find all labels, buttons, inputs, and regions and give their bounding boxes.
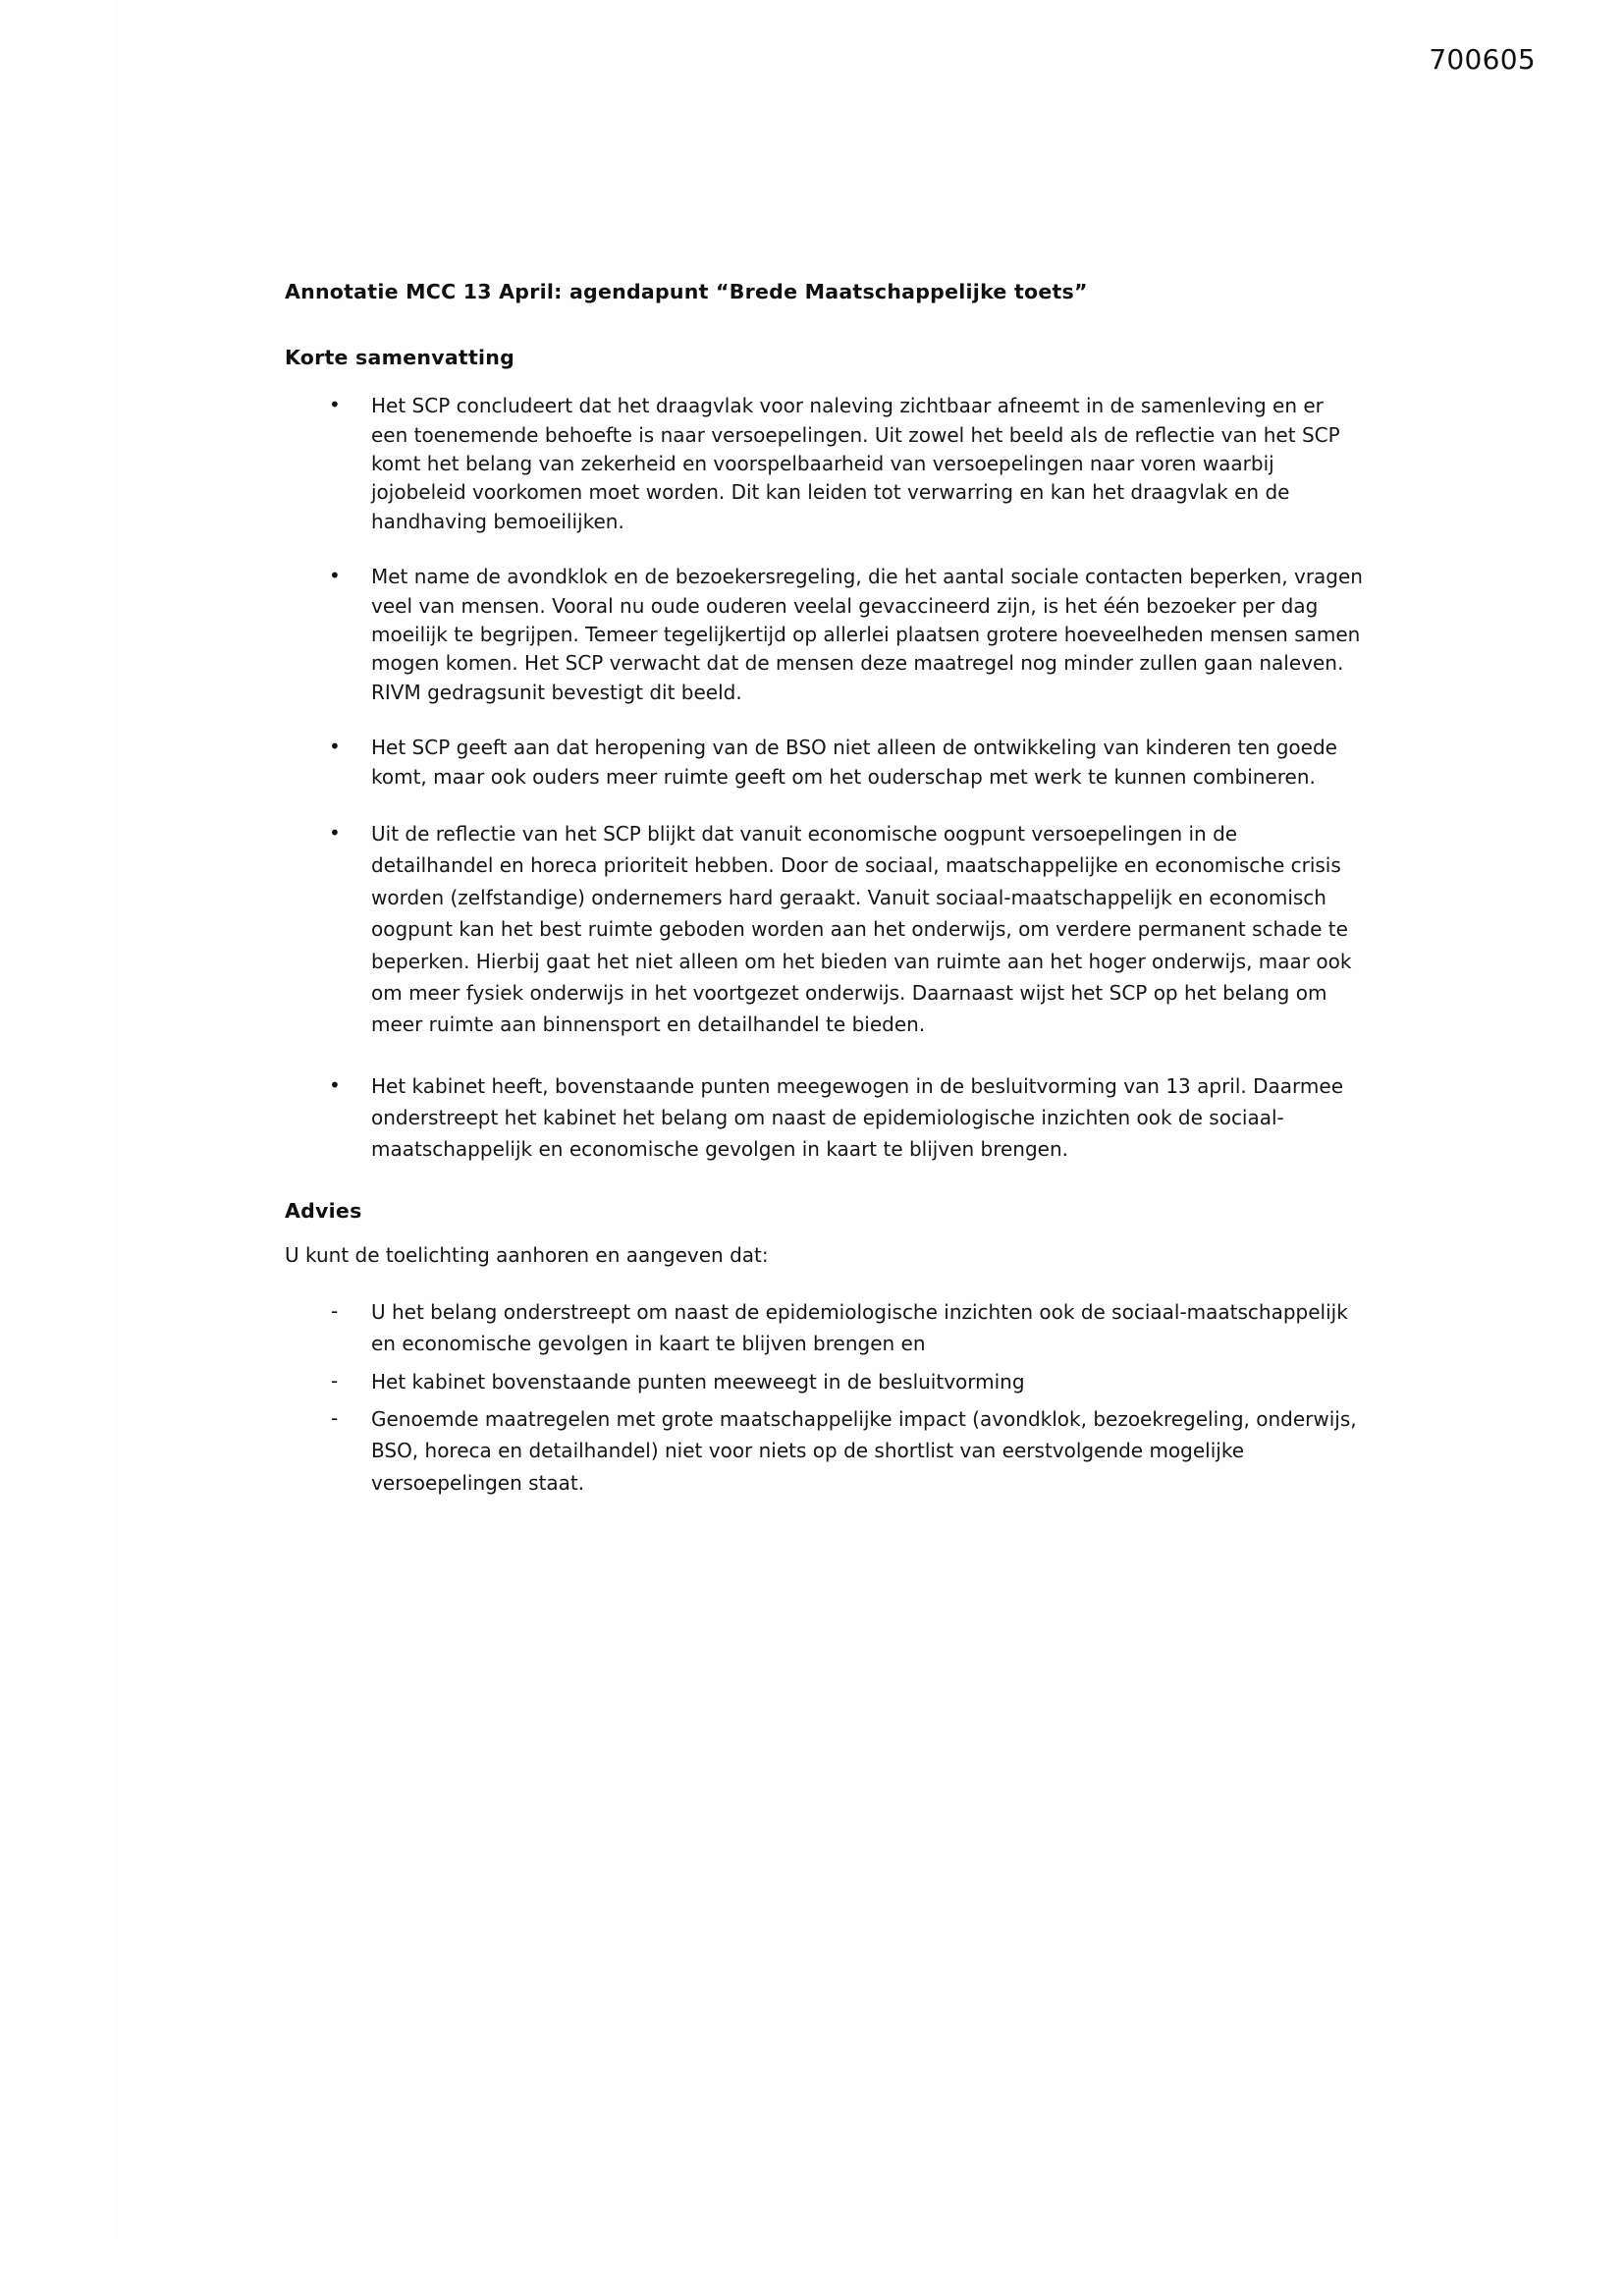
- list-item: - Het kabinet bovenstaande punten meeweegt in de besluitvorming: [285, 1366, 1365, 1397]
- document-number: 700605: [1429, 43, 1536, 76]
- document-content: [285, 280, 1365, 1499]
- list-item: • Het SCP geeft aan dat heropening van de BSO niet alleen de ontwikkeling van kinderen ten goede komt, maar ook ouders meer ruimte geeft om het ouderschap met werk te kunnen combineren.: [285, 734, 1365, 792]
- list-item: - U het belang onderstreept om naast de epidemiologische inzichten ook de sociaal-maatschappelijk en economische gevolgen in kaart te blijven brengen en: [285, 1296, 1365, 1360]
- list-item: • Het SCP concludeert dat het draagvlak voor naleving zichtbaar afneemt in de samenleving en er een toenemende behoefte is naar versoepelingen. Uit zowel het beeld als de reflectie van het SCP komt het belang van zekerheid en voorspelbaarheid van versoepelingen naar voren waarbij jojobeleid voorkomen moet worden. Dit kan leiden tot verwarring en kan het draagvlak en de handhaving bemoeilijken.: [285, 392, 1365, 536]
- list-item: • Met name de avondklok en de bezoekersregeling, die het aantal sociale contacten beperken, vragen veel van mensen. Vooral nu oude ouderen veelal gevaccineerd zijn, is het één bezoeker per dag moeilijk te begrijpen. Temeer tegelijkertijd op allerlei plaatsen grotere hoeveelheden mensen samen mogen komen. Het SCP verwacht dat de mensen deze maatregel nog minder zullen gaan naleven. RIVM gedragsunit bevestigt dit beeld.: [285, 563, 1365, 707]
- section-heading-korte-samenvatting: Korte samenvatting: [285, 345, 515, 369]
- page-title: Annotatie MCC 13 April: agendapunt “Brede Maatschappelijke toets”: [285, 280, 1088, 303]
- summary-bullet-list: [285, 392, 1365, 1166]
- section-heading-advies: Advies: [285, 1198, 362, 1223]
- advies-lead-text: U kunt de toelichting aanhoren en aangeven dat:: [285, 1243, 769, 1268]
- list-item: • Uit de reflectie van het SCP blijkt dat vanuit economische oogpunt versoepelingen in de detailhandel en horeca prioriteit hebben. Door de sociaal, maatschappelijke en economische crisis worden (zelfstandige) ondernemers hard geraakt. Vanuit sociaal-maatschappelijk en economisch oogpunt kan het best ruimte geboden worden aan het onderwijs, om verdere permanent schade te beperken. Hierbij gaat het niet alleen om het bieden van ruimte aan het hoger onderwijs, maar ook om meer fysiek onderwijs in het voortgezet onderwijs. Daarnaast wijst het SCP op het belang om meer ruimte aan binnensport en detailhandel te bieden.: [285, 818, 1365, 1041]
- advies-dash-list: [285, 1296, 1365, 1499]
- list-item: - Genoemde maatregelen met grote maatschappelijke impact (avondklok, bezoekregeling, onderwijs, BSO, horeca en detailhandel) niet voor niets op de shortlist van eerstvolgende mogelijke versoepelingen staat.: [285, 1403, 1365, 1499]
- list-item: • Het kabinet heeft, bovenstaande punten meegewogen in de besluitvorming van 13 april. Daarmee onderstreept het kabinet het belang om naast de epidemiologische inzichten ook de sociaal-maatschappelijk en economische gevolgen in kaart te blijven brengen.: [285, 1070, 1365, 1166]
